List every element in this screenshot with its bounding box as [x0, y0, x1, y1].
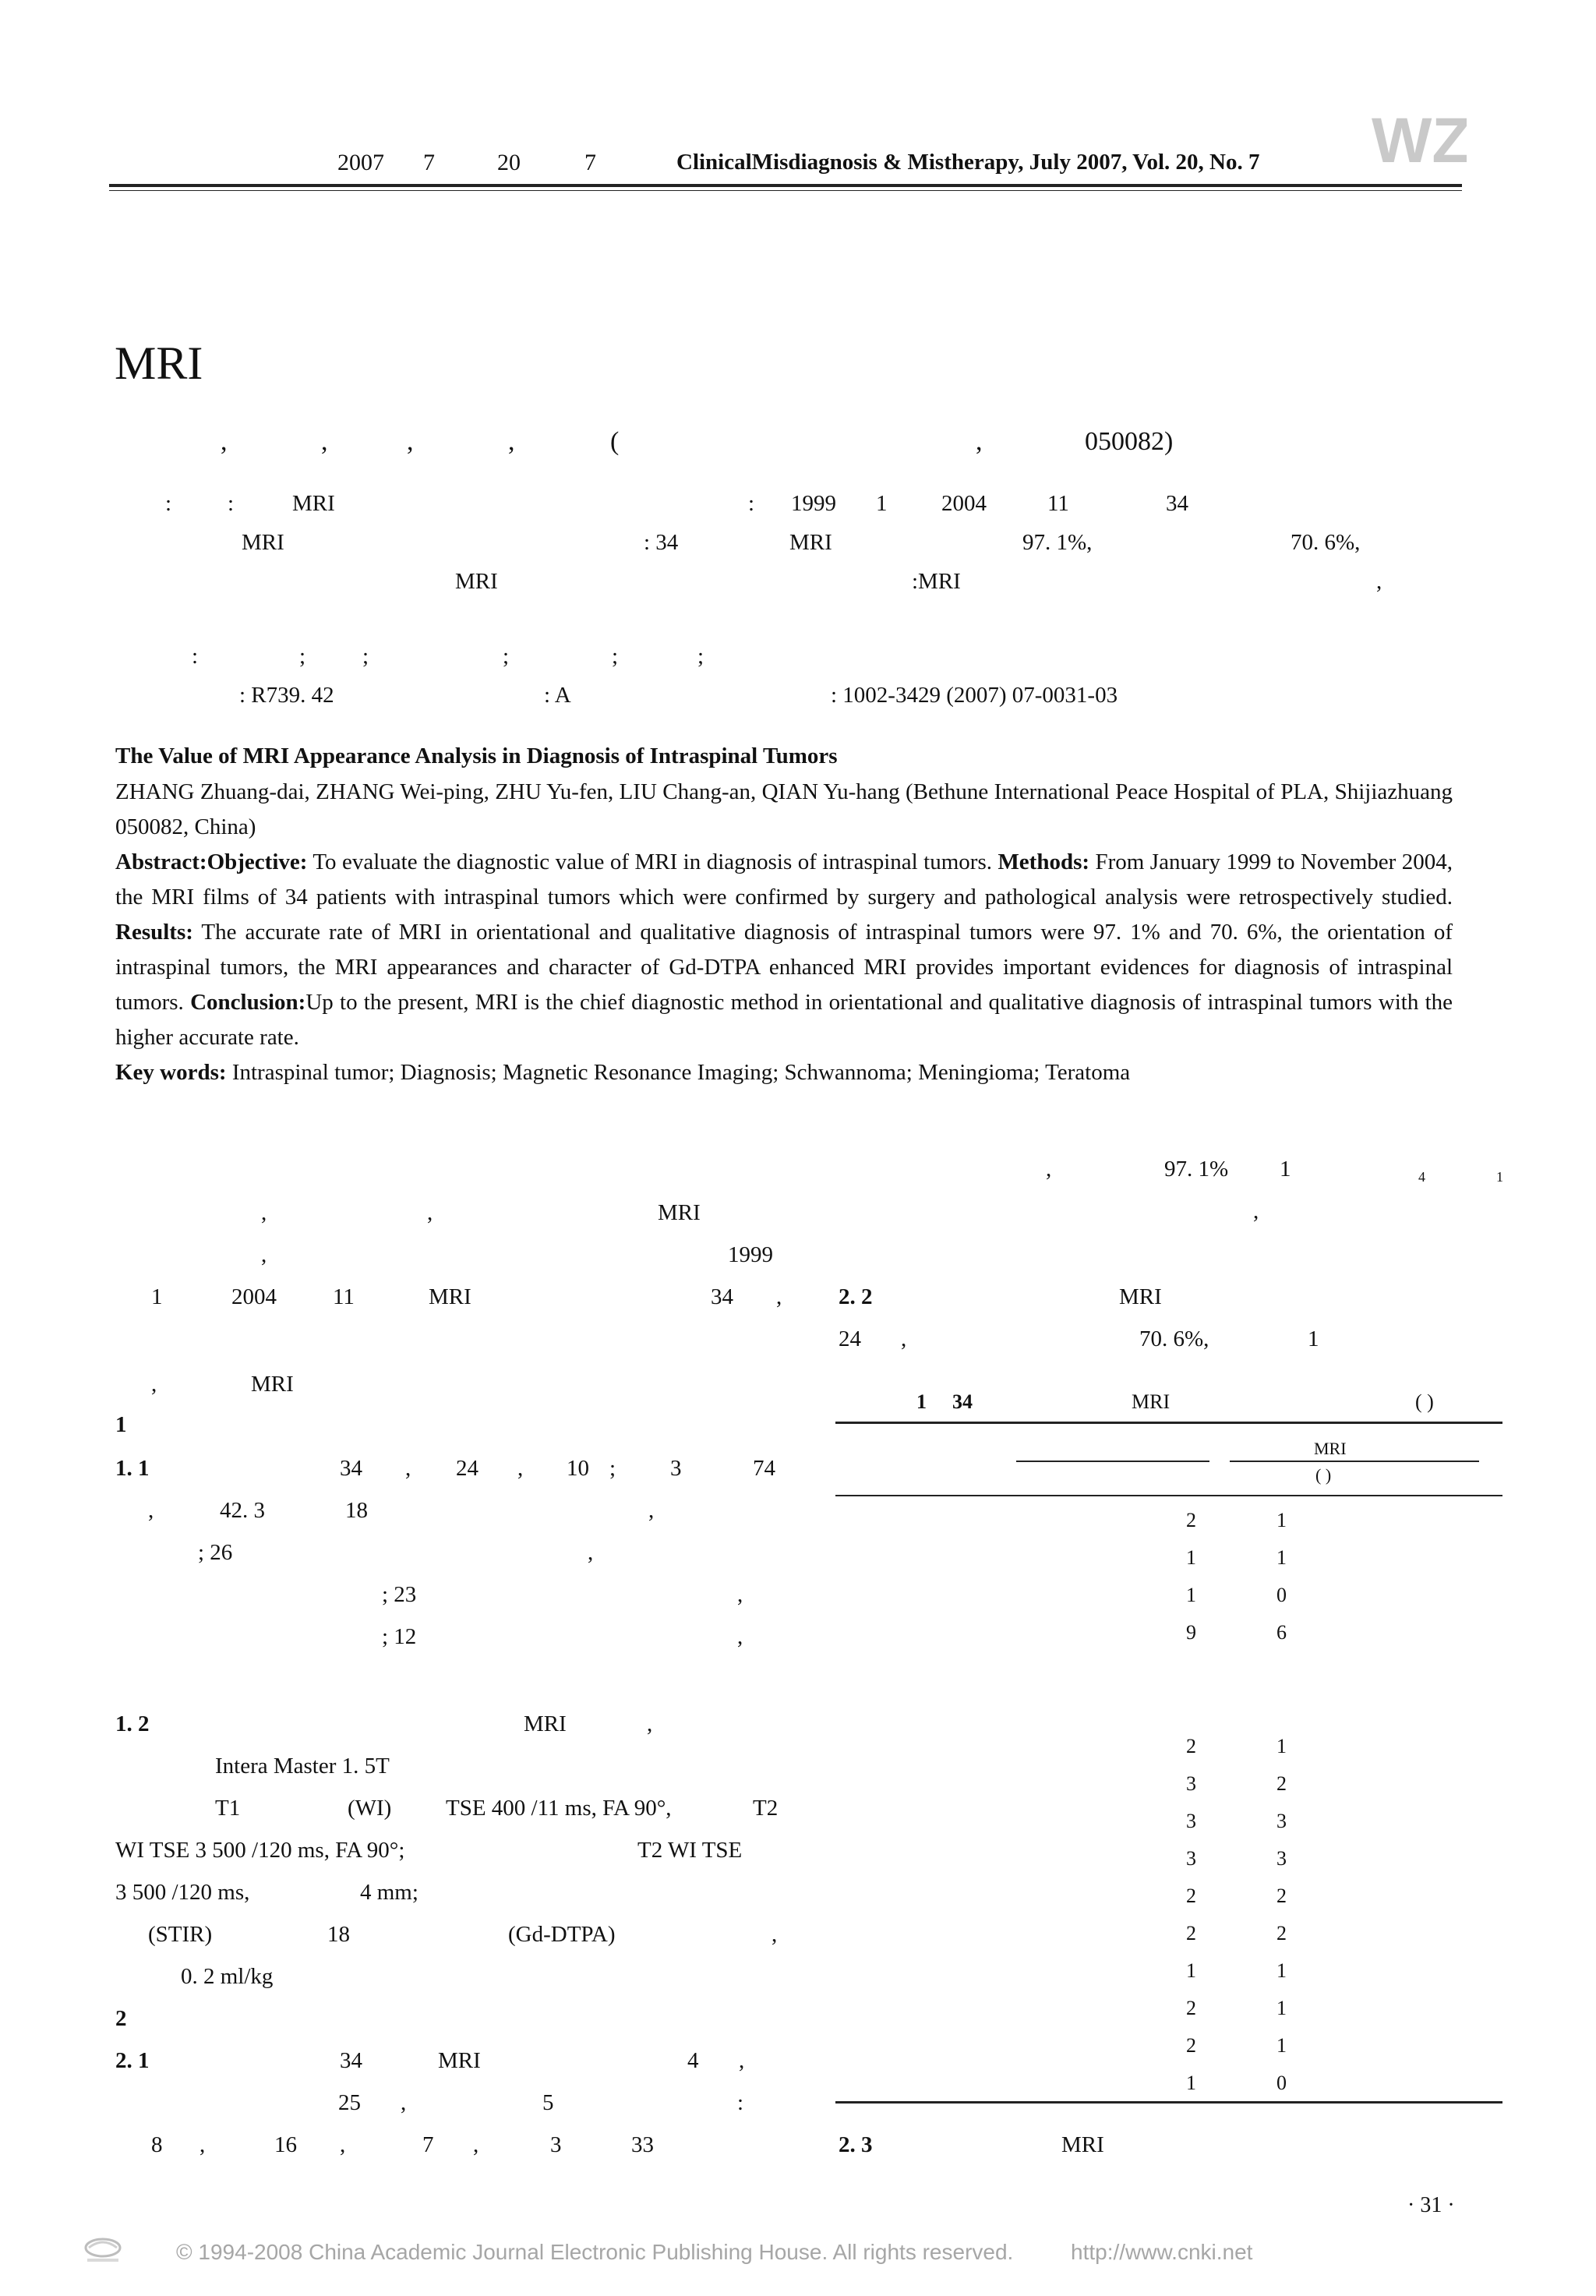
body-text: MRI [1061, 2132, 1104, 2157]
table-caption-count: 34 [952, 1390, 973, 1413]
cn-abstract-number: 1 [876, 491, 888, 516]
en-abstract [115, 737, 1453, 1090]
author-separator: , [407, 427, 414, 456]
body-text: (STIR) [148, 1922, 213, 1947]
body-text: 7 [422, 2132, 434, 2157]
intro-text: MRI [658, 1200, 701, 1225]
table-cell: 2 [1186, 1884, 1196, 1907]
body-text: (WI) [348, 1796, 392, 1821]
table-cell: 3 [1186, 1810, 1196, 1832]
table-cell: 1 [1276, 2034, 1287, 2057]
body-text: 42. 3 [220, 1498, 265, 1523]
table-group-rule [1016, 1461, 1209, 1462]
body-text: , [405, 1456, 411, 1481]
table-head-mri: MRI [1314, 1439, 1347, 1458]
body-text: 34 [340, 1456, 362, 1481]
body-text: , [901, 1326, 907, 1351]
body-text: 10 [567, 1456, 589, 1481]
page-title: MRI [115, 337, 203, 389]
section-2-1-heading: 2. 1 [115, 2048, 150, 2073]
intro-text: MRI [251, 1372, 294, 1397]
table-cell: 9 [1186, 1621, 1196, 1644]
en-keywords [115, 1055, 1453, 1090]
body-text: 3 [550, 2132, 562, 2157]
cn-abstract-number: 70. 6%, [1291, 530, 1361, 555]
table-cell: 1 [1276, 1509, 1287, 1531]
table-cell: 1 [1276, 1959, 1287, 1982]
header-rule [109, 184, 1462, 187]
body-text: 18 [345, 1498, 368, 1523]
objective-label: Objective: [207, 850, 308, 874]
body-text: 74 [753, 1456, 775, 1481]
header-volume: 20 [497, 150, 521, 175]
table-cell: 1 [1186, 1584, 1196, 1606]
section-2-3-heading: 2. 3 [839, 2132, 873, 2157]
body-text: MRI [438, 2048, 481, 2073]
logo-icon [1370, 108, 1467, 170]
table-caption-mri: MRI [1132, 1390, 1171, 1413]
body-text: , [148, 1498, 154, 1523]
header-issue: 7 [584, 150, 596, 175]
body-text: , [1253, 1199, 1259, 1224]
cn-abstract-number: 2004 [941, 491, 987, 516]
body-text: , [1046, 1157, 1052, 1182]
table-bottom-rule [835, 2101, 1502, 2103]
body-text: , [200, 2132, 206, 2157]
table-cell: 3 [1186, 1847, 1196, 1870]
table-caption-number: 1 [916, 1390, 927, 1413]
affiliation-comma: , [976, 427, 983, 456]
table-cell: 1 [1276, 1546, 1287, 1569]
author-separator: , [321, 427, 328, 456]
table-head-paren: ( ) [1315, 1465, 1332, 1485]
section-2-heading: 2 [115, 2006, 127, 2031]
table-cell: 2 [1186, 1509, 1196, 1531]
section-1-2-heading: 1. 2 [115, 1711, 150, 1736]
table-cell: 1 [1186, 2072, 1196, 2094]
cn-abstract-comma: , [1376, 569, 1382, 594]
body-text: 24 [456, 1456, 478, 1481]
body-text: , [737, 1582, 743, 1607]
table-cell: 2 [1276, 1772, 1287, 1795]
cnki-logo-icon [81, 2234, 125, 2265]
en-title: The Value of MRI Appearance Analysis in Diagnosis of Intraspinal Tumors [115, 744, 838, 768]
header-year: 2007 [337, 150, 384, 175]
body-text: 8 [151, 2132, 163, 2157]
body-text: 3 500 /120 ms, [115, 1880, 250, 1905]
intro-text: MRI [429, 1284, 471, 1309]
table-cell: 2 [1276, 1884, 1287, 1907]
body-text: 25 [338, 2090, 361, 2115]
intro-text: 1 [151, 1284, 163, 1309]
body-text: Intera Master 1. 5T [215, 1754, 390, 1779]
conclusion-label: Conclusion: [190, 990, 306, 1015]
table-cell: 2 [1186, 1735, 1196, 1757]
keywords-text: Intraspinal tumor; Diagnosis; Magnetic Resonance Imaging; Schwannoma; Meningioma; Teratoma [231, 1060, 1131, 1085]
body-text: : [737, 2090, 744, 2115]
body-text: , [401, 2090, 407, 2115]
body-text: WI TSE 3 500 /120 ms, FA 90°; [115, 1838, 405, 1863]
body-text: , [739, 2048, 745, 2073]
table-cell: 1 [1276, 1997, 1287, 2019]
author-separator: , [221, 427, 228, 456]
cn-abstract-number: 1999 [791, 491, 836, 516]
header-rule-thin [109, 190, 1462, 191]
objective-text: To evaluate the diagnostic value of MRI in diagnosis of intraspinal tumors. [312, 850, 992, 874]
body-text: 5 [542, 2090, 554, 2115]
cn-abstract-number: : 34 [644, 530, 679, 555]
abstract-label: Abstract: [115, 850, 207, 874]
intro-text: 1999 [728, 1242, 773, 1267]
table-top-rule [835, 1422, 1502, 1424]
table-group-rule [1230, 1461, 1479, 1462]
body-text: ; 26 [198, 1540, 233, 1565]
author-separator: , [508, 427, 515, 456]
body-text: T2 WI TSE [637, 1838, 743, 1863]
cn-abstract-term: MRI [292, 491, 335, 516]
ref-superscript: 4 [1418, 1169, 1425, 1185]
conclusion-text: Up to the present, MRI is the chief diagnostic method in orientational and qualitative diagnosis of intraspinal tumors with the higher accurate rate. [115, 990, 1453, 1050]
article-id: : 1002-3429 (2007) 07-0031-03 [831, 683, 1118, 708]
body-text: , [517, 1456, 524, 1481]
keywords-label: Key words: [115, 1060, 227, 1085]
table-cell: 2 [1186, 1997, 1196, 2019]
body-text: MRI [524, 1711, 567, 1736]
cn-abstract-term: MRI [242, 530, 284, 555]
section-1-heading: 1 [115, 1412, 127, 1437]
body-text: 33 [631, 2132, 654, 2157]
body-text: 4 [687, 2048, 699, 2073]
cn-keywords-sep: ; [362, 644, 369, 669]
results-text: The accurate rate of MRI in orientational and qualitative diagnosis of intraspinal tumors were 97. 1% and 70. 6%, the orientation of intraspinal tumors, the MRI appearances and character of Gd-DTPA enhanced MRI provides important evidences for diagnosis of intraspinal tumors. [115, 920, 1453, 1015]
body-text: , [647, 1711, 653, 1736]
body-text: 70. 6%, [1139, 1326, 1209, 1351]
body-text: 3 [670, 1456, 682, 1481]
affiliation-open-paren: ( [610, 427, 620, 456]
section-2-2-heading: 2. 2 [839, 1284, 873, 1309]
section-1-1-heading: 1. 1 [115, 1456, 150, 1481]
cnki-logo [81, 2234, 125, 2265]
cn-abstract-term: MRI [789, 530, 832, 555]
cn-abstract-colon: : [748, 491, 755, 516]
body-text: ; 23 [382, 1582, 417, 1607]
body-text: T1 [215, 1796, 241, 1821]
body-text: , [340, 2132, 346, 2157]
body-text: 18 [327, 1922, 350, 1947]
journal-logo [1370, 108, 1467, 170]
doc-code: : A [544, 683, 571, 708]
table-cell: 3 [1276, 1847, 1287, 1870]
body-text: TSE 400 /11 ms, FA 90°, [446, 1796, 672, 1821]
cn-keywords-sep: ; [697, 644, 704, 669]
header-month: 7 [423, 150, 435, 175]
table-cell: 3 [1186, 1772, 1196, 1795]
body-text: , [737, 1624, 743, 1649]
intro-text: 34 [711, 1284, 733, 1309]
body-text: , [588, 1540, 594, 1565]
intro-text: 11 [333, 1284, 355, 1309]
body-text: 1 [1280, 1157, 1291, 1182]
table-cell: 2 [1186, 2034, 1196, 2057]
copyright-text: © 1994-2008 China Academic Journal Electronic Publishing House. All rights reserved. [176, 2240, 1014, 2264]
table-head-rule [835, 1495, 1502, 1496]
body-text: , [772, 1922, 778, 1947]
cn-keywords-sep: ; [612, 644, 619, 669]
cn-abstract-term: MRI [455, 569, 498, 594]
table-cell: 1 [1186, 1546, 1196, 1569]
body-text: 34 [340, 2048, 362, 2073]
body-text: 97. 1% [1164, 1157, 1229, 1182]
body-text: 16 [274, 2132, 297, 2157]
cn-abstract-colon: : [228, 491, 235, 516]
en-authors: ZHANG Zhuang-dai, ZHANG Wei-ping, ZHU Yu-fen, LIU Chang-an, QIAN Yu-hang (Bethune International Peace Hospital of PLA, Shijiazhuang 050082, China) [115, 779, 1453, 839]
intro-text: , [776, 1284, 782, 1309]
cn-abstract-number: 97. 1%, [1022, 530, 1093, 555]
body-text: 24 [839, 1326, 861, 1351]
table-cell: 2 [1276, 1922, 1287, 1945]
logo-text: WZ [1372, 108, 1467, 170]
table-caption-paren: ( ) [1415, 1390, 1434, 1413]
body-text: MRI [1119, 1284, 1162, 1309]
cn-abstract-number: 11 [1047, 491, 1069, 516]
cn-abstract-term: :MRI [912, 569, 961, 594]
table-cell: 3 [1276, 1810, 1287, 1832]
methods-text: From January 1999 to November 2004, the MRI films of 34 patients with intraspinal tumors which were confirmed by surgery and pathological analysis were retrospectively studied. [115, 850, 1453, 910]
cn-abstract-number: 34 [1166, 491, 1188, 516]
cnki-link[interactable]: http://www.cnki.net [1071, 2240, 1253, 2264]
table-cell: 2 [1186, 1922, 1196, 1945]
cn-keywords-sep: ; [299, 644, 306, 669]
body-text: ; [609, 1456, 616, 1481]
intro-text: , [151, 1372, 157, 1397]
cn-keywords-colon: : [192, 644, 199, 669]
ref-superscript: 1 [1496, 1169, 1503, 1185]
table-cell: 0 [1276, 1584, 1287, 1606]
body-text: 0. 2 ml/kg [181, 1964, 274, 1989]
body-text: T2 [753, 1796, 779, 1821]
body-text: ; 12 [382, 1624, 417, 1649]
body-text: , [648, 1498, 655, 1523]
table-cell: 1 [1276, 1735, 1287, 1757]
intro-text: , [261, 1242, 267, 1267]
affiliation-postcode: 050082) [1085, 427, 1174, 456]
class-number: : R739. 42 [239, 683, 334, 708]
body-text: 1 [1308, 1326, 1319, 1351]
body-text: (Gd-DTPA) [508, 1922, 616, 1947]
methods-label: Methods: [998, 850, 1090, 874]
results-label: Results: [115, 920, 193, 945]
intro-text: , [261, 1200, 267, 1225]
cn-keywords-sep: ; [503, 644, 510, 669]
cn-abstract-colon: : [165, 491, 172, 516]
body-text: 4 mm; [360, 1880, 418, 1905]
intro-text: 2004 [231, 1284, 277, 1309]
page-number: · 31 · [1407, 2193, 1455, 2217]
table-cell: 6 [1276, 1621, 1287, 1644]
body-text: , [473, 2132, 479, 2157]
table-cell: 0 [1276, 2072, 1287, 2094]
journal-title: ClinicalMisdiagnosis & Mistherapy, July 2007, Vol. 20, No. 7 [676, 150, 1260, 175]
intro-text: , [427, 1200, 433, 1225]
en-abstract-body [115, 845, 1453, 1055]
table-cell: 1 [1186, 1959, 1196, 1982]
